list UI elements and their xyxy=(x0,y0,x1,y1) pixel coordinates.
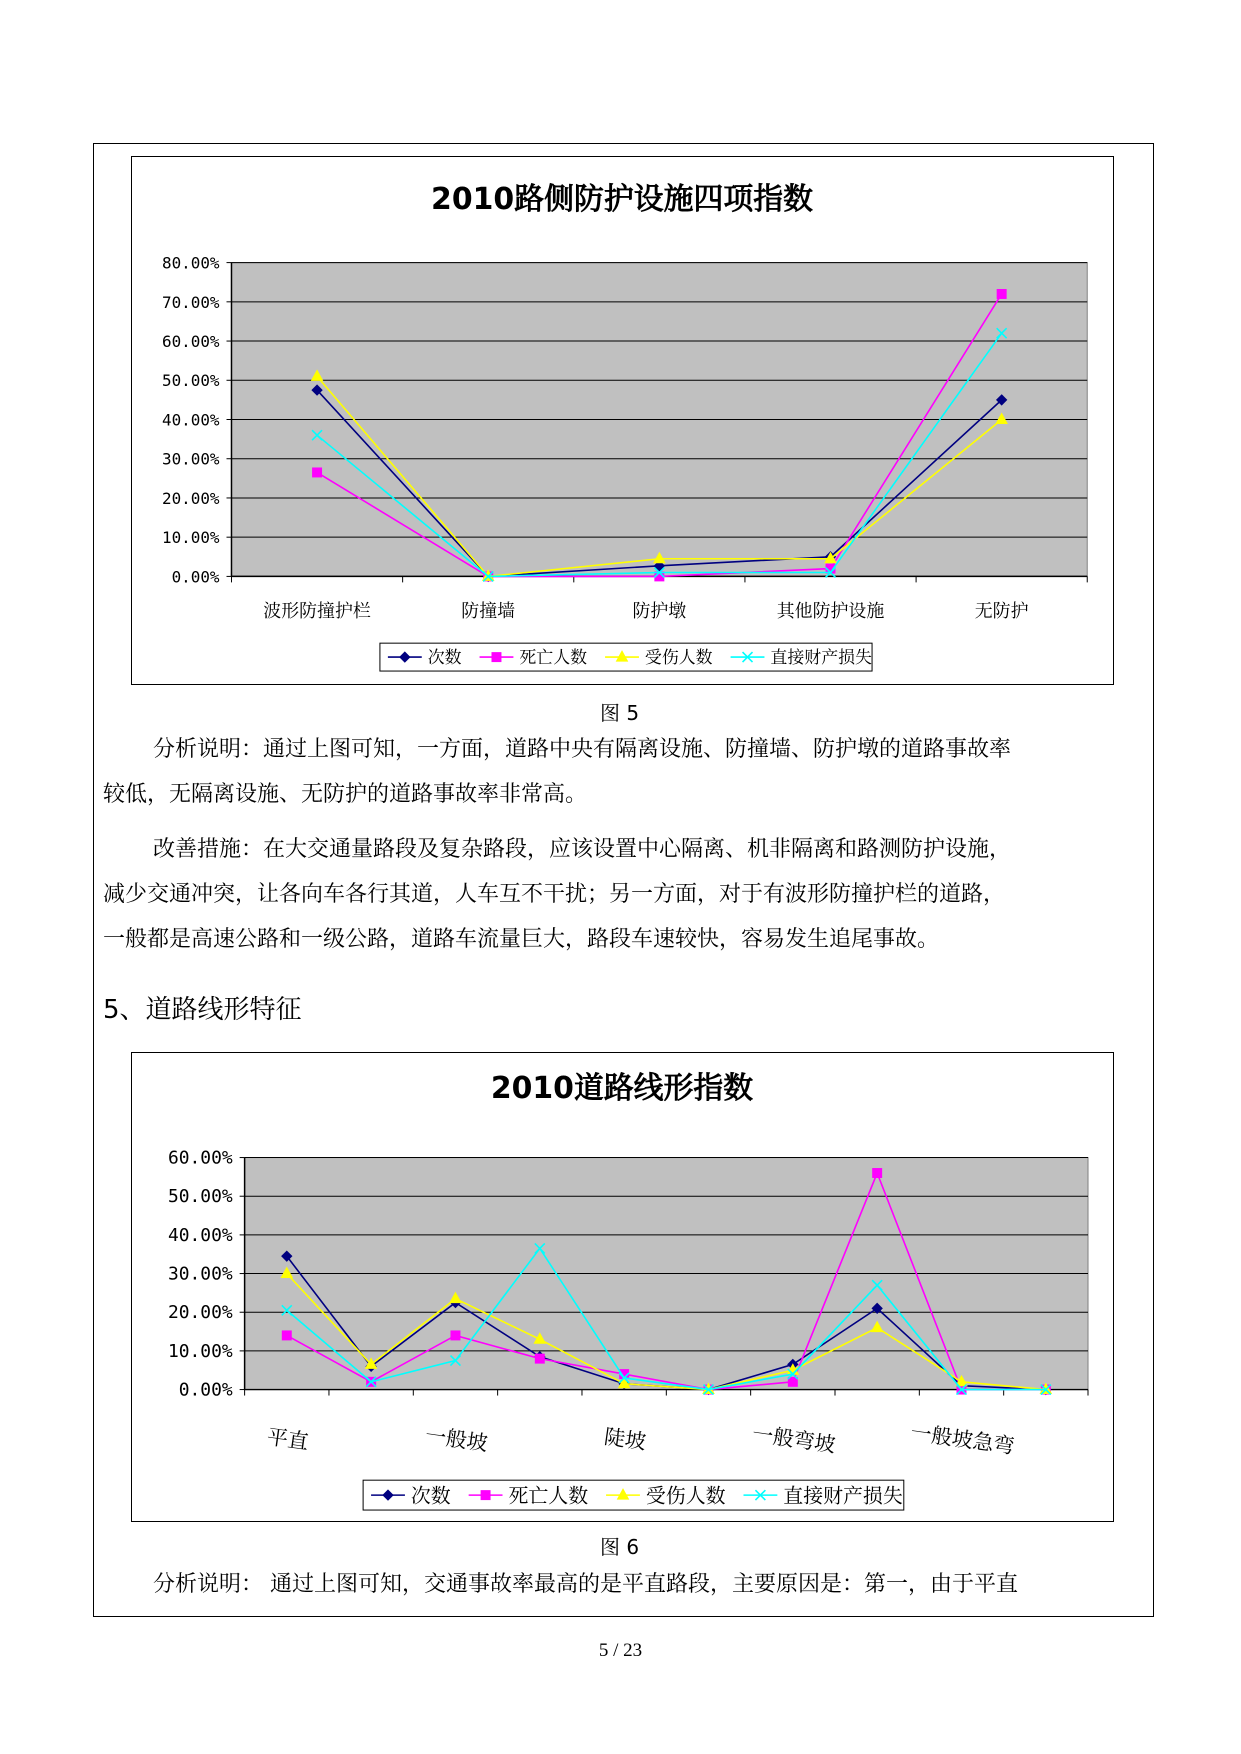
chart2-y-tick-label: 60.00% xyxy=(167,1147,233,1169)
chart1-y-tick-label: 20.00% xyxy=(162,488,220,508)
chart1-y-tick-label: 10.00% xyxy=(162,528,220,548)
chart2-y-tick-label: 50.00% xyxy=(167,1186,233,1208)
chart2-y-tick-label: 30.00% xyxy=(167,1263,233,1285)
chart2-legend-label: 死亡人数 xyxy=(508,1484,589,1508)
chart1-category-label: 无防护 xyxy=(974,601,1029,623)
chart2-legend-label: 直接财产损失 xyxy=(783,1484,903,1508)
chart-road-alignment-svg xyxy=(132,1053,1113,1521)
chart-road-alignment xyxy=(131,1052,1114,1522)
chart2-data-point xyxy=(282,1331,291,1340)
page-number: 5 / 23 xyxy=(598,1640,643,1661)
chart1-y-tick-label: 30.00% xyxy=(162,449,220,469)
chart2-y-tick-label: 40.00% xyxy=(167,1224,233,1246)
chart1-y-tick-label: 50.00% xyxy=(162,371,220,391)
section-heading: 5、道路线形特征 xyxy=(103,995,302,1025)
chart2-category-label: 陡坡 xyxy=(602,1424,648,1455)
chart1-category-label: 其他防护设施 xyxy=(776,601,885,623)
chart-roadside-protection xyxy=(131,156,1114,685)
chart-roadside-protection-svg xyxy=(132,157,1113,684)
improvement-paragraph-line-2: 减少交通冲突，让各向车各行其道，人车互不干扰；另一方面，对于有波形防撞护栏的道路， xyxy=(103,882,1006,907)
chart2-title: 2010道路线形指数 xyxy=(490,1070,754,1106)
chart1-y-tick-label: 60.00% xyxy=(162,332,220,352)
chart1-y-tick-label: 80.00% xyxy=(162,253,220,273)
chart1-y-tick-label: 70.00% xyxy=(162,292,220,312)
chart2-category-label: 平直 xyxy=(265,1424,311,1455)
chart2-data-point xyxy=(535,1354,544,1363)
chart2-category-label: 一般坡 xyxy=(423,1423,490,1456)
figure-5-caption: 图 5 xyxy=(600,701,640,725)
chart1-y-tick-label: 0.00% xyxy=(171,567,220,587)
chart1-legend-label: 次数 xyxy=(427,647,462,668)
chart2-data-point xyxy=(788,1377,797,1386)
chart1-category-label: 防撞墙 xyxy=(461,601,516,623)
chart2-data-point xyxy=(873,1169,882,1178)
chart2-y-tick-label: 10.00% xyxy=(167,1340,233,1362)
chart1-legend-label: 直接财产损失 xyxy=(770,647,872,668)
chart2-y-tick-label: 0.00% xyxy=(178,1379,233,1401)
chart1-title: 2010路侧防护设施四项指数 xyxy=(431,181,813,217)
chart2-legend-label: 受伤人数 xyxy=(645,1484,726,1508)
improvement-paragraph-line-3: 一般都是高速公路和一级公路，道路车流量巨大，路段车速较快，容易发生追尾事故。 xyxy=(103,927,940,952)
chart2-category-label: 一般弯坡 xyxy=(750,1421,837,1458)
chart2-y-tick-label: 20.00% xyxy=(167,1302,233,1324)
chart1-data-point xyxy=(313,468,322,477)
chart1-legend xyxy=(380,643,872,671)
chart1-legend-label: 死亡人数 xyxy=(519,647,588,668)
chart2-data-point xyxy=(451,1331,460,1340)
chart1-category-label: 防护墩 xyxy=(632,601,687,623)
chart2-legend-marker xyxy=(481,1491,490,1500)
chart2-category-label: 一般坡急弯 xyxy=(909,1420,1016,1459)
chart1-legend-marker xyxy=(492,653,501,662)
improvement-paragraph-line-1: 改善措施：在大交通量路段及复杂路段，应该设置中心隔离、机非隔离和路测防护设施， xyxy=(153,837,1012,862)
analysis-paragraph-line-2: 较低，无隔离设施、无防护的道路事故率非常高。 xyxy=(103,782,588,807)
chart1-y-tick-label: 40.00% xyxy=(162,410,220,430)
analysis2-paragraph-line-1: 分析说明： 通过上图可知，交通事故率最高的是平直路段，主要原因是：第一，由于平直 xyxy=(153,1572,1018,1597)
figure-6-caption: 图 6 xyxy=(600,1535,640,1559)
chart2-legend xyxy=(363,1480,904,1510)
chart2-legend-label: 次数 xyxy=(410,1484,451,1508)
chart1-category-label: 波形防撞护栏 xyxy=(263,601,371,623)
analysis-paragraph-line-1: 分析说明：通过上图可知，一方面，道路中央有隔离设施、防撞墙、防护墩的道路事故率 xyxy=(153,737,1012,762)
chart1-data-point xyxy=(997,289,1006,298)
chart1-legend-label: 受伤人数 xyxy=(644,647,713,668)
